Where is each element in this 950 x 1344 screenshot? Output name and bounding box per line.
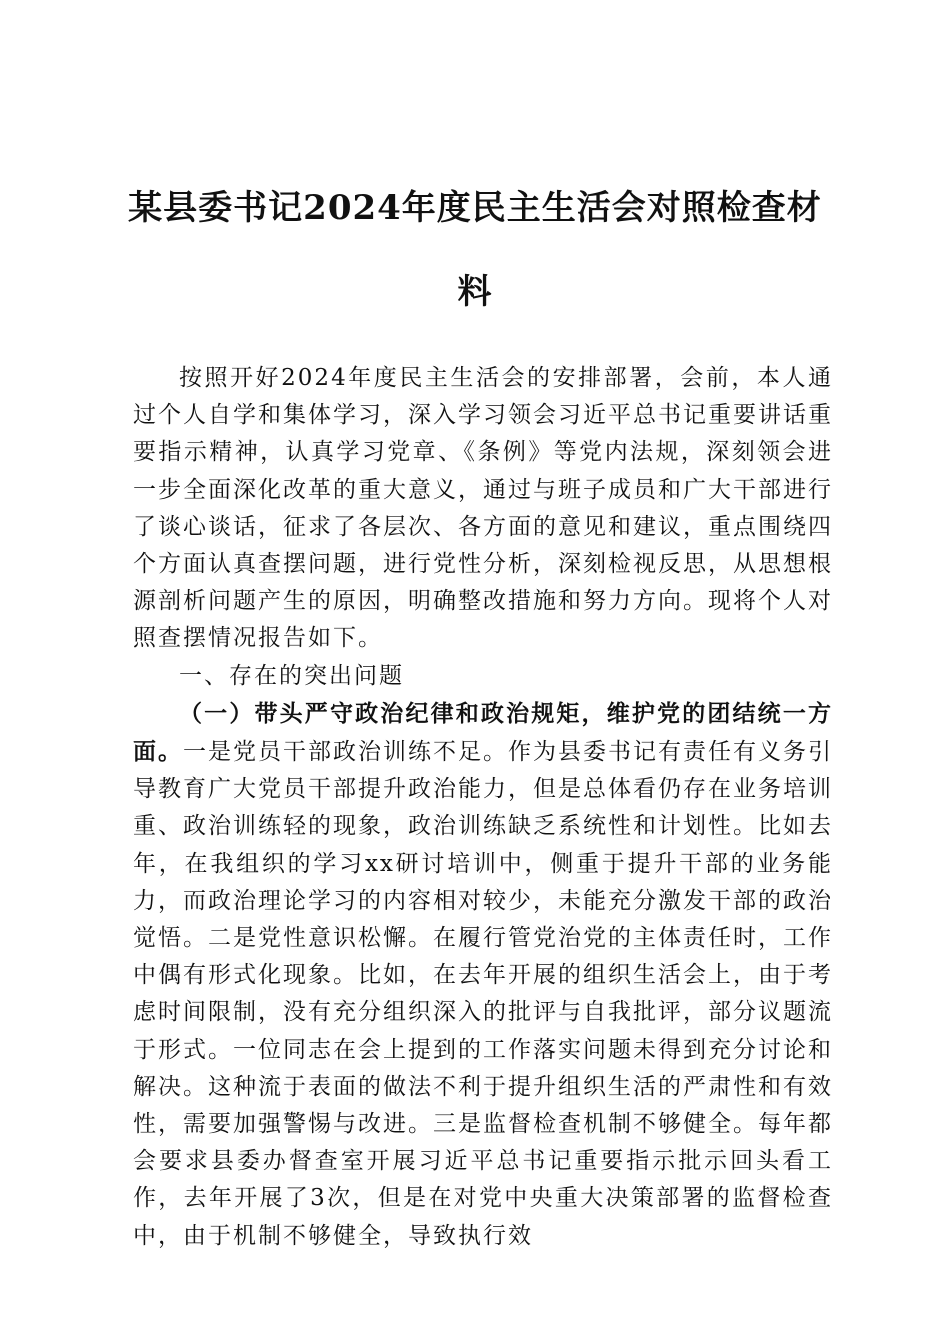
item-paragraph (133, 695, 833, 1255)
intro-paragraph: 按照开好2024年度民主生活会的安排部署，会前，本人通过个人自学和集体学习，深入学习领会习近平总书记重要讲话重要指示精神，认真学习党章、《条例》等党内法规，深刻领会进一步全面深化改革的重大意义，通过与班子成员和广大干部进行了谈心谈话，征求了各层次、各方面的意见和建议，重点围绕四个方面认真查摆问题，进行党性分析，深刻检视反思，从思想根源剖析问题产生的原因，明确整改措施和努力方向。现将个人对照查摆情况报告如下。 (133, 365, 833, 652)
item-title: （一）带头严守政治纪律和政治规矩，维护党的团结统一方面。 (133, 699, 833, 766)
item-body: 一是党员干部政治训练不足。作为县委书记有责任有义务引导教育广大党员干部提升政治能力，但是总体看仍存在业务培训重、政治训练轻的现象，政治训练缺乏系统性和计划性。比如去年，在我组织的学习xx研讨培训中，侧重于提升干部的业务能力，而政治理论学习的内容相对较少，未能充分激发干部的政治觉悟。二是党性意识松懈。在履行管党治党的主体责任时，工作中偶有形式化现象。比如，在去年开展的组织生活会上，由于考虑时间限制，没有充分组织深入的批评与自我批评，部分议题流于形式。一位同志在会上提到的工作落实问题未得到充分讨论和解决。这种流于表面的做法不利于提升组织生活的严肃性和有效性，需要加强警惕与改进。三是监督检查机制不够健全。每年都会要求县委办督查室开展习近平总书记重要指示批示回头看工作，去年开展了3次，但是在对党中央重大决策部署的监督检查中，由于机制不够健全，导致执行效 (133, 739, 833, 1249)
document-title: 某县委书记2024年度民主生活会对照检查材料 (128, 188, 822, 312)
section-heading: 一、存在的突出问题 (179, 662, 404, 689)
document-body (133, 360, 833, 1255)
